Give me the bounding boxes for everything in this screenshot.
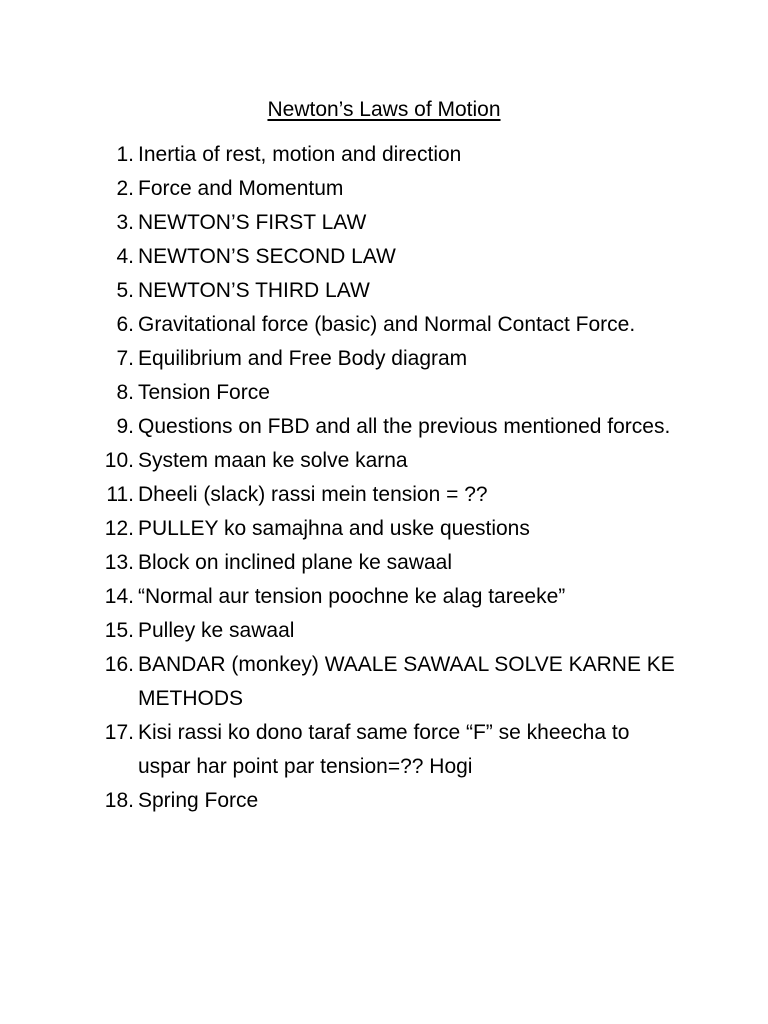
list-item-text: Block on inclined plane ke sawaal (138, 551, 453, 574)
list-item (0, 138, 768, 172)
list-item-number: 18. (104, 789, 134, 812)
list-item (0, 444, 768, 478)
list-item-number: 6. (116, 313, 134, 336)
list-item-number: 4. (116, 245, 134, 268)
list-item-number: 17. (104, 721, 134, 744)
list-item (0, 342, 768, 376)
list-item-text: Tension Force (138, 381, 270, 404)
list-item-number: 1. (116, 143, 134, 166)
list-item-number: 2. (116, 177, 134, 200)
topic-list (0, 138, 768, 818)
list-item (0, 580, 768, 614)
list-item (0, 376, 768, 410)
list-item (0, 784, 768, 818)
list-item (0, 716, 768, 784)
list-item-text: NEWTON’S SECOND LAW (138, 245, 396, 268)
list-item (0, 546, 768, 580)
list-item-text: Equilibrium and Free Body diagram (138, 347, 468, 370)
list-item (0, 614, 768, 648)
list-item-text: Dheeli (slack) rassi mein tension = ?? (138, 483, 488, 506)
list-item-text: System maan ke solve karna (138, 449, 408, 472)
list-item (0, 410, 768, 444)
list-item-text: Questions on FBD and all the previous mentioned forces. (138, 415, 671, 438)
list-item-number: 11. (106, 483, 134, 506)
list-item-number: 3. (116, 211, 134, 234)
list-item (0, 274, 768, 308)
list-item-text: Kisi rassi ko dono taraf same force “F” se kheecha to uspar har point par tension=?? Hogi (138, 721, 630, 778)
list-item-number: 12. (104, 517, 134, 540)
list-item (0, 648, 768, 716)
list-item-text: Spring Force (138, 789, 259, 812)
list-item-number: 16. (104, 653, 134, 676)
list-item (0, 206, 768, 240)
list-item-text: BANDAR (monkey) WAALE SAWAAL SOLVE KARNE KE METHODS (138, 653, 675, 710)
list-item-text: NEWTON’S FIRST LAW (138, 211, 367, 234)
list-item (0, 308, 768, 342)
list-item-number: 10. (104, 449, 134, 472)
list-item-text: PULLEY ko samajhna and uske questions (138, 517, 530, 540)
list-item (0, 512, 768, 546)
list-item (0, 478, 768, 512)
list-item-number: 15. (104, 619, 134, 642)
list-item-text: Gravitational force (basic) and Normal Contact Force. (138, 313, 636, 336)
page-title: Newton’s Laws of Motion (267, 98, 501, 121)
list-item-number: 13. (104, 551, 134, 574)
list-item-text: Force and Momentum (138, 177, 344, 200)
list-item-number: 5. (116, 279, 134, 302)
list-item-number: 9. (116, 415, 134, 438)
list-item-number: 8. (116, 381, 134, 404)
list-item-number: 14. (104, 585, 134, 608)
list-item-text: NEWTON’S THIRD LAW (138, 279, 370, 302)
list-item (0, 172, 768, 206)
list-item (0, 240, 768, 274)
list-item-text: “Normal aur tension poochne ke alag tareeke” (138, 585, 566, 608)
list-item-number: 7. (116, 347, 134, 370)
list-item-text: Pulley ke sawaal (138, 619, 295, 642)
list-item-text: Inertia of rest, motion and direction (138, 143, 462, 166)
